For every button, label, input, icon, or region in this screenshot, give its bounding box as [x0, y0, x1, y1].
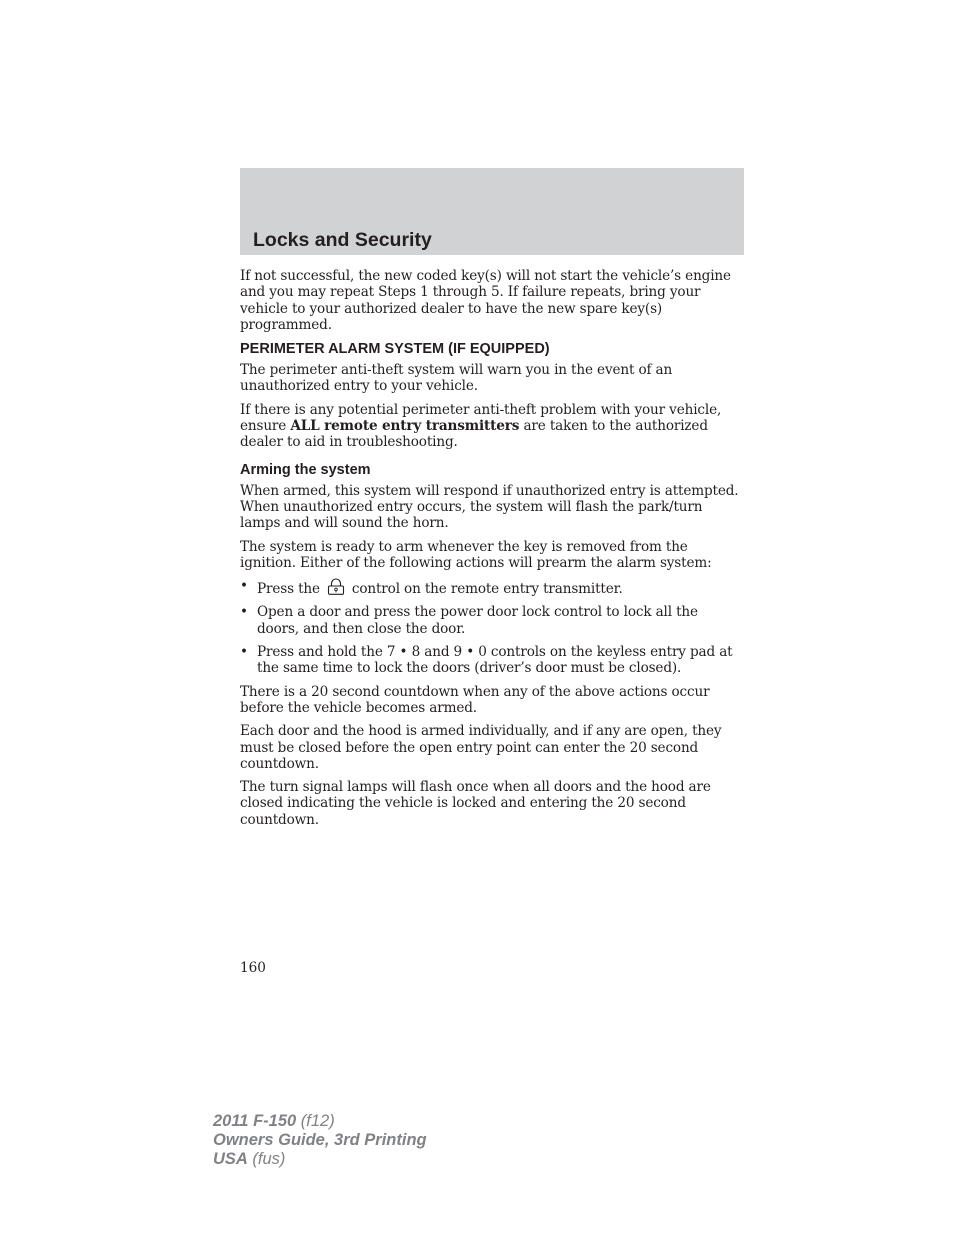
list-item	[240, 578, 744, 597]
arming-paragraph-3: There is a 20 second countdown when any of the above actions occur before the vehicle becomes armed.	[240, 683, 710, 716]
arming-heading: Arming the system	[240, 461, 371, 478]
bullet-2-text: Open a door and press the power door lock control to lock all the doors, and then close the door.	[257, 604, 698, 637]
intro-paragraph: If not successful, the new coded key(s) will not start the vehicle’s engine and you may repeat Steps 1 through 5. If failure repeats, bring your vehicle to your authorized dealer to have the new spare key(s) programmed.	[240, 268, 731, 333]
perimeter-paragraph-2-end: are taken to the authorized dealer to aid in troubleshooting.	[240, 418, 708, 451]
section-header-bar	[240, 168, 744, 255]
footer-line-3	[213, 1150, 427, 1169]
perimeter-paragraph-2	[240, 402, 744, 451]
bullet-dot: •	[240, 578, 248, 595]
arming-paragraph-4: Each door and the hood is armed individually, and if any are open, they must be closed before the open entry point can enter the 20 second countdown.	[240, 723, 722, 772]
bullet-3-text: Press and hold the 7 • 8 and 9 • 0 controls on the keyless entry pad at the same time to lock the doors (driver’s door must be closed).	[257, 644, 733, 677]
footer-region-code: (fus)	[247, 1150, 286, 1168]
document-footer	[213, 1112, 427, 1169]
bullet-dot: •	[240, 604, 248, 621]
perimeter-paragraph-2-bold: ALL remote entry transmitters	[290, 418, 520, 435]
list-item	[240, 604, 744, 637]
prearm-actions-list	[240, 578, 744, 676]
footer-region: USA	[213, 1150, 248, 1168]
arming-paragraph-2: The system is ready to arm whenever the key is removed from the ignition. Either of the following actions will prearm the alarm system:	[240, 538, 712, 571]
footer-line-2	[213, 1131, 427, 1150]
arming-paragraph-5: The turn signal lamps will flash once when all doors and the hood are closed indicating the vehicle is locked and entering the 20 second countdown.	[240, 779, 711, 828]
perimeter-alarm-heading: PERIMETER ALARM SYSTEM (IF EQUIPPED)	[240, 341, 550, 358]
page-number: 160	[240, 960, 266, 976]
footer-line-1	[213, 1112, 427, 1131]
list-item	[240, 644, 744, 677]
bullet-1-end: control on the remote entry transmitter.	[351, 581, 623, 598]
footer-model-code: (f12)	[296, 1112, 335, 1130]
bullet-dot: •	[240, 644, 248, 661]
perimeter-paragraph-2-start: If there is any potential perimeter anti-theft problem with your vehicle, ensure	[240, 401, 722, 435]
section-title: Locks and Security	[253, 229, 432, 251]
lock-icon	[326, 578, 346, 595]
bullet-1-start: Press the	[257, 581, 320, 598]
page-content	[240, 268, 744, 835]
footer-model: 2011 F-150	[213, 1112, 297, 1130]
arming-paragraph-1: When armed, this system will respond if unauthorized entry is attempted. When unauthorized entry occurs, the system will flash the park/turn lamps and will sound the horn.	[240, 482, 739, 532]
perimeter-paragraph-1: The perimeter anti-theft system will warn you in the event of an unauthorized entry to your vehicle.	[240, 362, 673, 395]
footer-guide-title: Owners Guide, 3rd Printing	[213, 1131, 427, 1149]
